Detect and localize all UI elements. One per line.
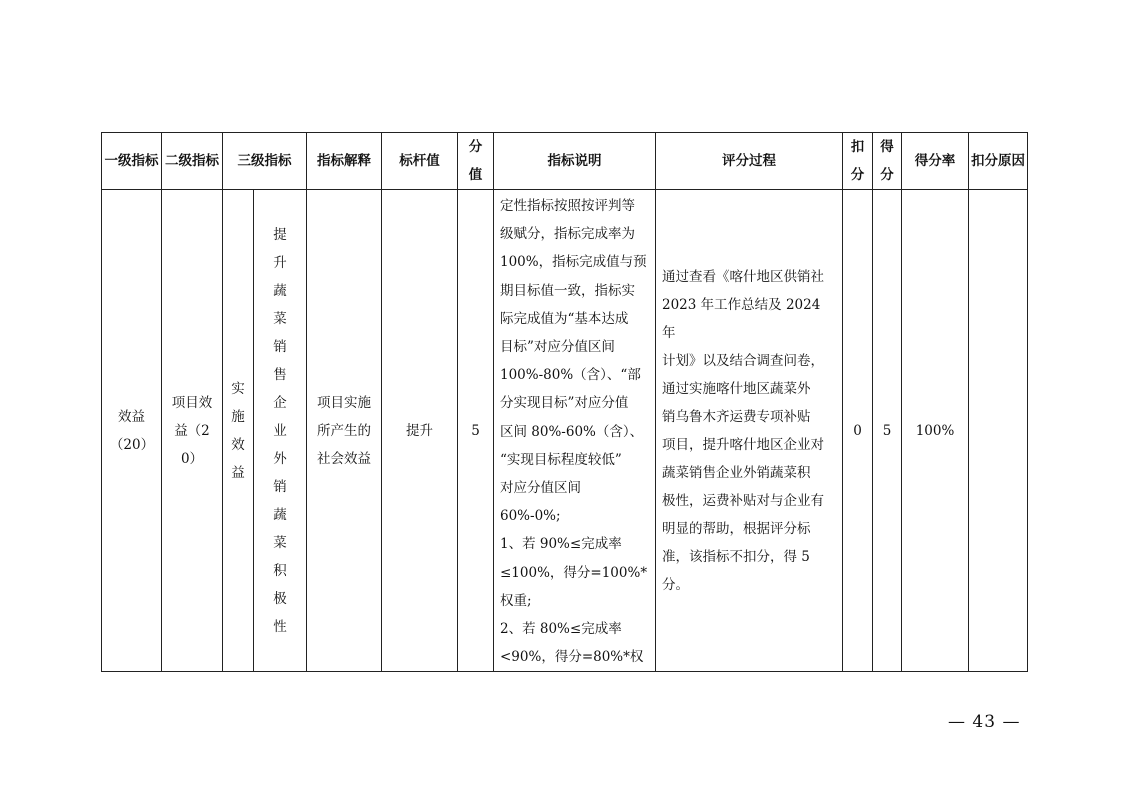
- header-level3: 三级指标: [223, 133, 307, 190]
- cell-description: 定性指标按照按评判等 级赋分，指标完成率为 100%，指标完成值与预 期目标值一致，指标实 际完成值为“基本达成 目标”对应分值区间 100%-80%（含）、“部 分实现目标”对应分值 区间 80%-60%（含）、 “实现目标程度较低” 对应分值区间 60%-0%; 1、若 90%≤完成率 ≤100%，得分=100%* 权重; 2、若 80%≤完成率 <90%，得分=80%*权: [494, 190, 656, 672]
- cell-obtained: 5: [873, 190, 902, 672]
- table-header-row: [102, 133, 1028, 190]
- header-explanation: 指标解释: [307, 133, 382, 190]
- cell-process: 通过查看《喀什地区供销社 2023 年工作总结及 2024 年 计划》以及结合调查问卷， 通过实施喀什地区蔬菜外 销乌鲁木齐运费专项补贴 项目，提升喀什地区企业对 蔬菜销售企业外销蔬菜积 极性，运费补贴对与企业有 明显的帮助，根据评分标 准，该指标不扣分，得 5 分。: [656, 190, 843, 672]
- cell-benchmark: 提升: [382, 190, 458, 672]
- table-row: [102, 190, 1028, 672]
- page-number: — 43 —: [948, 712, 1021, 732]
- cell-explanation: 项目实施所产生的社会效益: [307, 190, 382, 672]
- cell-rate: 100%: [902, 190, 969, 672]
- header-description: 指标说明: [494, 133, 656, 190]
- header-rate: 得分率: [902, 133, 969, 190]
- header-obtained: 得分: [873, 133, 902, 190]
- cell-level1: 效益（20）: [102, 190, 162, 672]
- evaluation-table: [101, 132, 1028, 672]
- cell-reason: [969, 190, 1028, 672]
- header-process: 评分过程: [656, 133, 843, 190]
- cell-level3-group: 实施效益: [223, 190, 254, 672]
- cell-level3: 提升蔬菜销售企业外销蔬菜积极性: [254, 190, 307, 672]
- cell-score: 5: [458, 190, 494, 672]
- header-deduct: 扣分: [843, 133, 873, 190]
- header-reason: 扣分原因: [969, 133, 1028, 190]
- header-level1: 一级指标: [102, 133, 162, 190]
- header-benchmark: 标杆值: [382, 133, 458, 190]
- cell-deduct: 0: [843, 190, 873, 672]
- header-score: 分值: [458, 133, 494, 190]
- header-level2: 二级指标: [162, 133, 223, 190]
- cell-level2: 项目效益（20）: [162, 190, 223, 672]
